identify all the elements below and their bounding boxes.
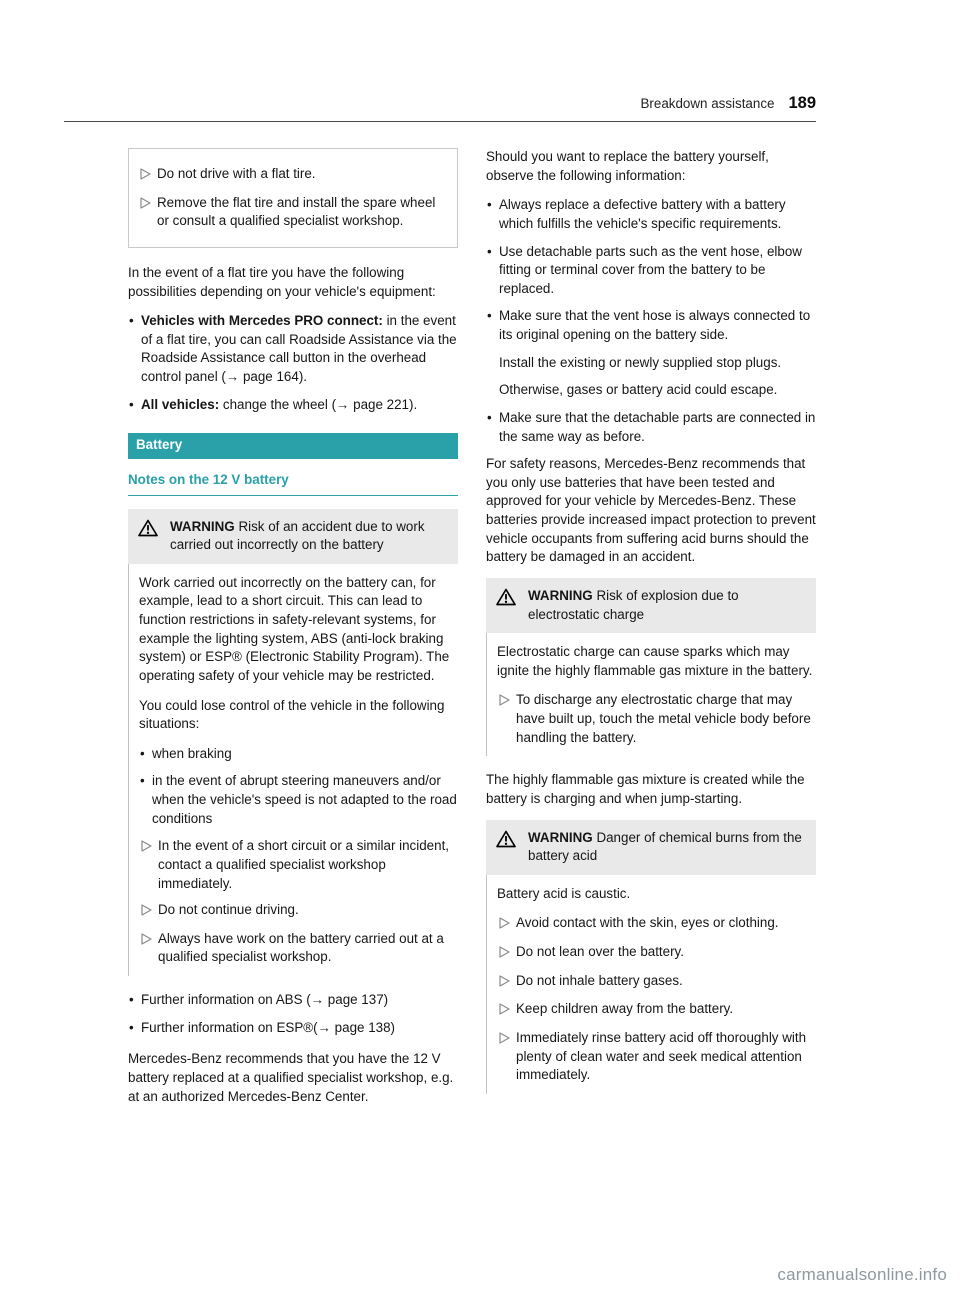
warning-triangle-icon — [496, 829, 518, 854]
warning-body — [486, 875, 816, 1094]
bullet-icon: • — [487, 243, 492, 259]
bullet-icon: • — [129, 396, 134, 412]
instruction-text: Do not drive with a flat tire. — [157, 166, 316, 181]
warning-title-text — [528, 587, 806, 624]
intro-paragraph: Should you want to replace the battery yourself, observe the following information: — [486, 149, 769, 183]
cross-reference: Further information on ABS (→ page 137) — [141, 992, 389, 1007]
warning-label: WARNING — [528, 829, 593, 845]
warning-paragraph: Electrostatic charge can cause sparks which may ignite the highly flammable gas mixture in the battery. — [497, 644, 813, 678]
instruction-arrow-icon — [140, 165, 157, 186]
warning-box-chemical-burns — [486, 820, 816, 1094]
page-header — [64, 92, 816, 122]
instruction-arrow-icon — [499, 943, 516, 964]
bullet-icon: • — [129, 313, 134, 329]
safety-note-paragraph: For safety reasons, Mercedes-Benz recommends that you only use batteries that have been tested and approved for your vehicle by Mercedes-Benz. These batteries provide increased impact protection to prevent vehicle occupants from suffering acid burns should the battery be damaged in an accident. — [486, 456, 816, 565]
instruction-text: Remove the flat tire and install the spare wheel or consult a qualified specialist workshop. — [157, 194, 436, 229]
instruction-item — [497, 943, 816, 964]
instruction-text: Always have work on the battery carried out at a qualified specialist workshop. — [158, 930, 444, 965]
right-column — [486, 148, 816, 1117]
bullet-item — [128, 312, 458, 387]
content-columns — [128, 148, 816, 1117]
subsection-heading-12v-battery: Notes on the 12 V battery — [128, 471, 458, 496]
bullet-icon: • — [129, 992, 134, 1007]
bullet-icon: • — [140, 773, 145, 789]
instruction-arrow-icon — [141, 837, 158, 858]
instruction-arrow-icon — [499, 914, 516, 935]
bullet-item — [128, 1019, 458, 1038]
instruction-item — [139, 901, 458, 922]
instruction-text: To discharge any electrostatic charge that may have built up, touch the metal vehicle body before handling the battery. — [516, 692, 811, 745]
bullet-item — [139, 745, 458, 764]
bullet-text: Always replace a defective battery with a battery which fulfills the vehicle's specific requirements. — [499, 197, 786, 231]
page-number: 189 — [788, 94, 816, 112]
warning-headline: Risk of explosion due to electrostatic charge — [528, 587, 739, 622]
warning-carryover-box — [128, 148, 458, 248]
instruction-text: In the event of a short circuit or a similar incident, contact a qualified specialist workshop immediately. — [158, 838, 450, 891]
instruction-item — [497, 691, 816, 747]
instruction-arrow-icon — [499, 972, 516, 993]
warning-headline: Risk of an accident due to work carried out incorrectly on the battery — [170, 518, 425, 553]
bullet-continuation: Install the existing or newly supplied stop plugs. — [499, 354, 782, 370]
instruction-item — [139, 837, 458, 893]
bullet-icon: • — [129, 1019, 134, 1035]
bullet-text: Make sure that the vent hose is always connected to its original opening on the battery side. — [499, 308, 811, 342]
bullet-icon: • — [487, 409, 492, 425]
bullet-text: in the event of abrupt steering maneuvers and/or when the vehicle's speed is not adapted to the road conditions — [152, 773, 457, 826]
instruction-item — [497, 1000, 816, 1021]
instruction-arrow-icon — [141, 930, 158, 951]
bullet-item — [128, 396, 458, 415]
intro-paragraph: In the event of a flat tire you have the following possibilities depending on your vehicle's equipment: — [128, 264, 436, 299]
instruction-arrow-icon — [499, 1029, 516, 1050]
bullet-item — [486, 307, 816, 344]
instruction-text: Immediately rinse battery acid off thoroughly with plenty of clean water and seek medical attention immediately. — [516, 1029, 807, 1083]
instruction-arrow-icon — [499, 1000, 516, 1021]
warning-box-battery-work — [128, 509, 458, 977]
instruction-item — [140, 165, 447, 186]
bullet-item — [486, 243, 816, 299]
warning-box-explosion — [486, 578, 816, 756]
bullet-icon: • — [140, 745, 145, 761]
bullet-text: when braking — [152, 745, 232, 761]
bullet-item — [128, 991, 458, 1010]
instruction-text: Do not inhale battery gases. — [516, 972, 683, 988]
bullet-item — [486, 196, 816, 233]
bullet-rest: in the event of a flat tire, you can call Roadside Assistance via the Roadside Assistance call button in the overhead control panel (→ page 164). — [141, 313, 457, 384]
warning-paragraph: Work carried out incorrectly on the battery can, for example, lead to a short circuit. This can lead to function restrictions in safety-relevant systems, for example the lighting system, ABS (anti-lock braking system) or ESP® (Electronic Stability Program). The operating safety of your vehicle may be restricted. — [139, 574, 450, 683]
warning-paragraph: Battery acid is caustic. — [497, 885, 631, 901]
bullet-text: Make sure that the detachable parts are connected in the same way as before. — [499, 409, 816, 444]
warning-label: WARNING — [528, 587, 593, 603]
bullet-bold-lead: All vehicles: — [141, 396, 220, 412]
section-title: Breakdown assistance — [640, 96, 775, 111]
bullet-text: Use detachable parts such as the vent hose, elbow fitting or terminal cover from the battery to be replaced. — [499, 243, 802, 296]
bullet-rest: change the wheel (→ page 221). — [219, 396, 418, 412]
instruction-item — [139, 930, 458, 967]
warning-title — [128, 509, 458, 564]
bullet-item — [486, 409, 816, 446]
instruction-text: Avoid contact with the skin, eyes or clothing. — [516, 915, 779, 931]
bullet-text — [141, 312, 458, 387]
cross-reference: Further information on ESP®(→ page 138) — [141, 1019, 395, 1035]
warning-paragraph: You could lose control of the vehicle in the following situations: — [139, 697, 445, 732]
instruction-item — [497, 1029, 816, 1085]
warning-triangle-icon — [496, 587, 518, 612]
warning-headline: Danger of chemical burns from the battery acid — [528, 829, 802, 864]
bullet-icon: • — [487, 197, 492, 213]
warning-triangle-icon — [138, 518, 160, 543]
warning-title — [486, 820, 816, 875]
warning-body — [128, 564, 458, 976]
reference-list — [128, 991, 458, 1037]
instruction-item — [140, 194, 447, 231]
bullet-bold-lead: Vehicles with Mercedes PRO connect: — [141, 313, 383, 329]
bullet-icon: • — [487, 308, 492, 324]
gas-note-paragraph: The highly flammable gas mixture is created while the battery is charging and when jump-starting. — [486, 772, 805, 806]
section-heading-battery: Battery — [128, 433, 458, 459]
watermark: carmanualsonline.info — [777, 1265, 947, 1284]
instruction-text: Do not lean over the battery. — [516, 944, 684, 959]
instruction-arrow-icon — [140, 194, 157, 215]
bullet-item — [139, 772, 458, 828]
warning-body — [486, 633, 816, 756]
closing-paragraph: Mercedes-Benz recommends that you have the 12 V battery replaced at a qualified specialist workshop, e.g. at an authorized Mercedes-Benz Center. — [128, 1051, 454, 1104]
warning-label: WARNING — [170, 518, 235, 534]
instruction-text: Do not continue driving. — [158, 902, 299, 918]
bullet-text — [141, 396, 458, 415]
warning-title-text — [170, 518, 448, 555]
left-column — [128, 148, 458, 1117]
instruction-item — [497, 972, 816, 993]
warning-title-text — [528, 829, 806, 866]
instruction-text: Keep children away from the battery. — [516, 1001, 734, 1017]
instruction-item — [497, 914, 816, 935]
warning-title — [486, 578, 816, 633]
instruction-arrow-icon — [141, 901, 158, 922]
bullet-continuation: Otherwise, gases or battery acid could escape. — [499, 382, 778, 398]
instruction-arrow-icon — [499, 691, 516, 712]
